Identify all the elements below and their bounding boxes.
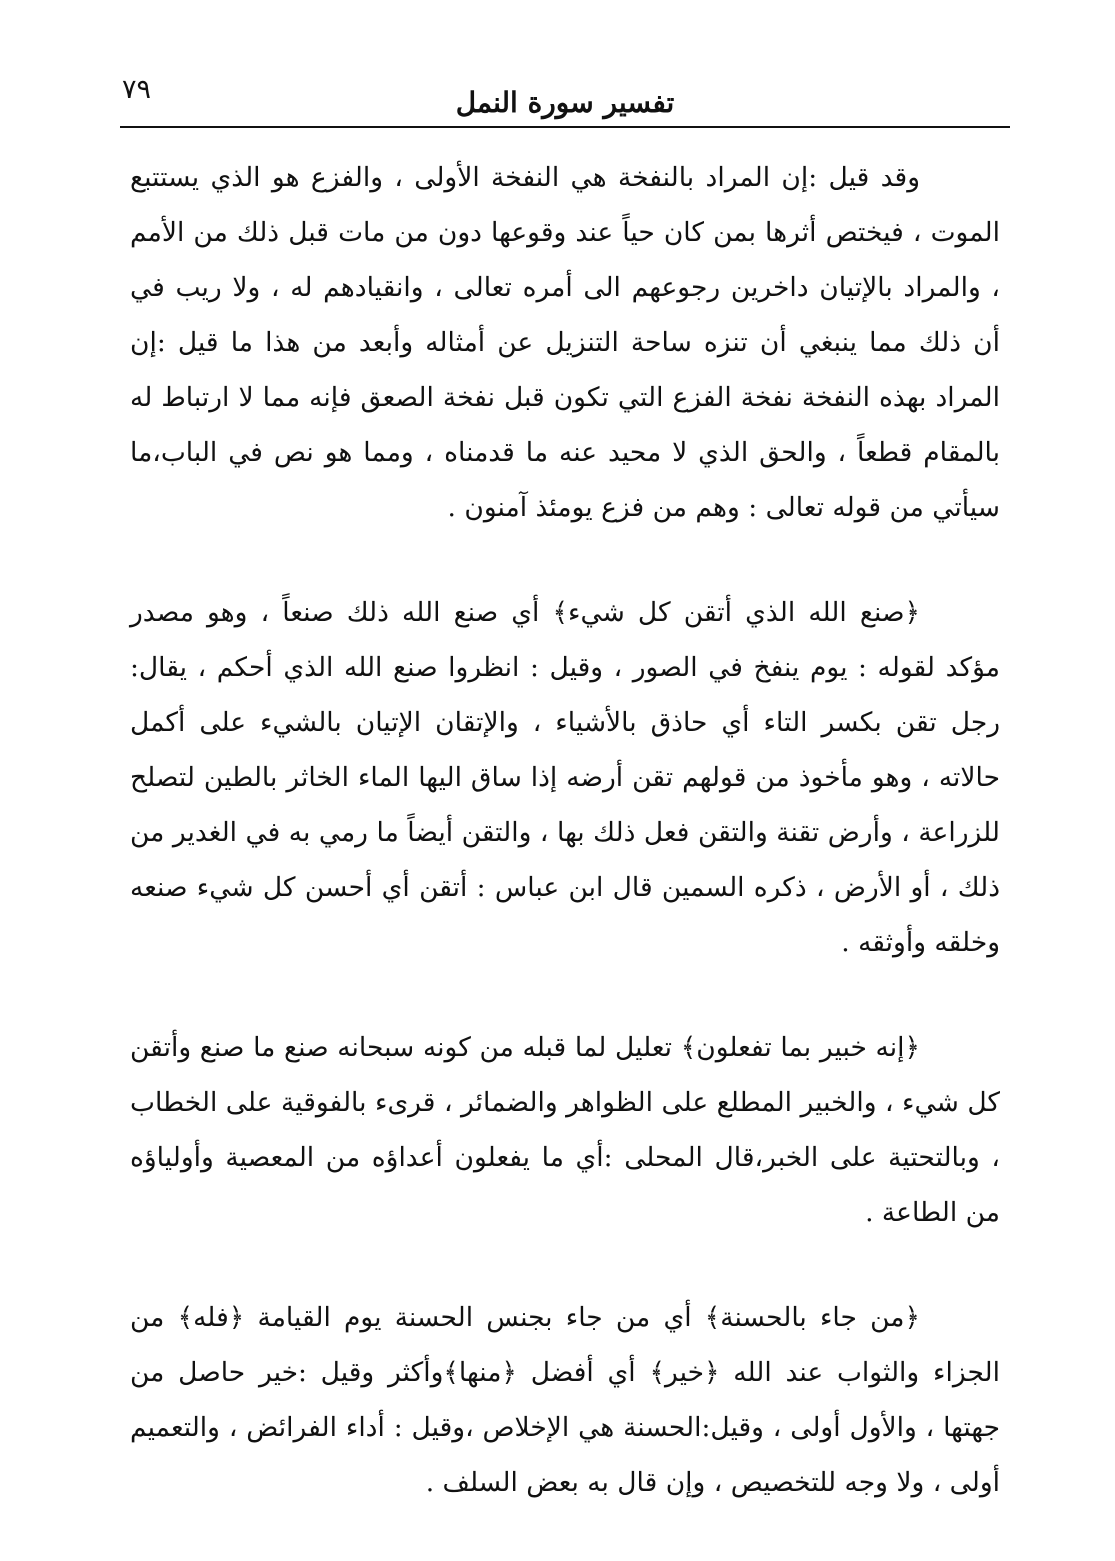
paragraph-4: ﴿من جاء بالحسنة﴾ أي من جاء بجنس الحسنة يوم القيامة ﴿فله﴾ من الجزاء والثواب عند الله ﴿خير﴾ أي أفضل ﴿منها﴾وأكثر وقيل :خير حاصل من جهتها ، والأول أولى ، وقيل:الحسنة هي الإخلاص ،وقيل : أداء الفرائض ، والتعميم أولى ، ولا وجه للتخصيص ، وإن قال به بعض السلف .	[130, 1302, 1000, 1498]
page-header	[120, 60, 1010, 130]
paragraph-2: ﴿صنع الله الذي أتقن كل شيء﴾ أي صنع الله ذلك صنعاً ، وهو مصدر مؤكد لقوله : يوم ينفخ في الصور ، وقيل : انظروا صنع الله الذي أحكم ، يقال: رجل تقن بكسر التاء أي حاذق بالأشياء ، والإتقان الإتيان بالشيء على أكمل حالاته ، وهو مأخوذ من قولهم تقن أرضه إذا ساق اليها الماء الخاثر بالطين لتصلح للزراعة ، وأرض تقنة والتقن فعل ذلك بها ، والتقن أيضاً ما رمي به في الغدير من ذلك ، أو الأرض ، ذكره السمين قال ابن عباس : أتقن أي أحسن كل شيء صنعه وخلقه وأوثقه .	[130, 597, 1000, 958]
body-text	[130, 150, 1000, 1510]
running-title: تفسير سورة النمل	[455, 86, 675, 119]
paragraph-3: ﴿إنه خبير بما تفعلون﴾ تعليل لما قبله من كونه سبحانه صنع ما صنع وأتقن كل شيء ، والخبير المطلع على الظواهر والضمائر ، قرىء بالفوقية على الخطاب ، وبالتحتية على الخبر،قال المحلى :أي ما يفعلون أعداؤه من المعصية وأولياؤه من الطاعة .	[130, 1032, 1000, 1228]
paragraph-1: وقد قيل :إن المراد بالنفخة هي النفخة الأولى ، والفزع هو الذي يستتبع الموت ، فيختص أثرها بمن كان حياً عند وقوعها دون من مات قبل ذلك من الأمم ، والمراد بالإتيان داخرين رجوعهم الى أمره تعالى ، وانقيادهم له ، ولا ريب في أن ذلك مما ينبغي أن تنزه ساحة التنزيل عن أمثاله وأبعد من هذا ما قيل :إن المراد بهذه النفخة نفخة الفزع التي تكون قبل نفخة الصعق فإنه مما لا ارتباط له بالمقام قطعاً ، والحق الذي لا محيد عنه ما قدمناه ، ومما هو نص في الباب،ما سيأتي من قوله تعالى : وهم من فزع يومئذ آمنون .	[130, 162, 1000, 523]
header-divider	[120, 126, 1010, 128]
page-number: ٧٩	[122, 74, 152, 105]
